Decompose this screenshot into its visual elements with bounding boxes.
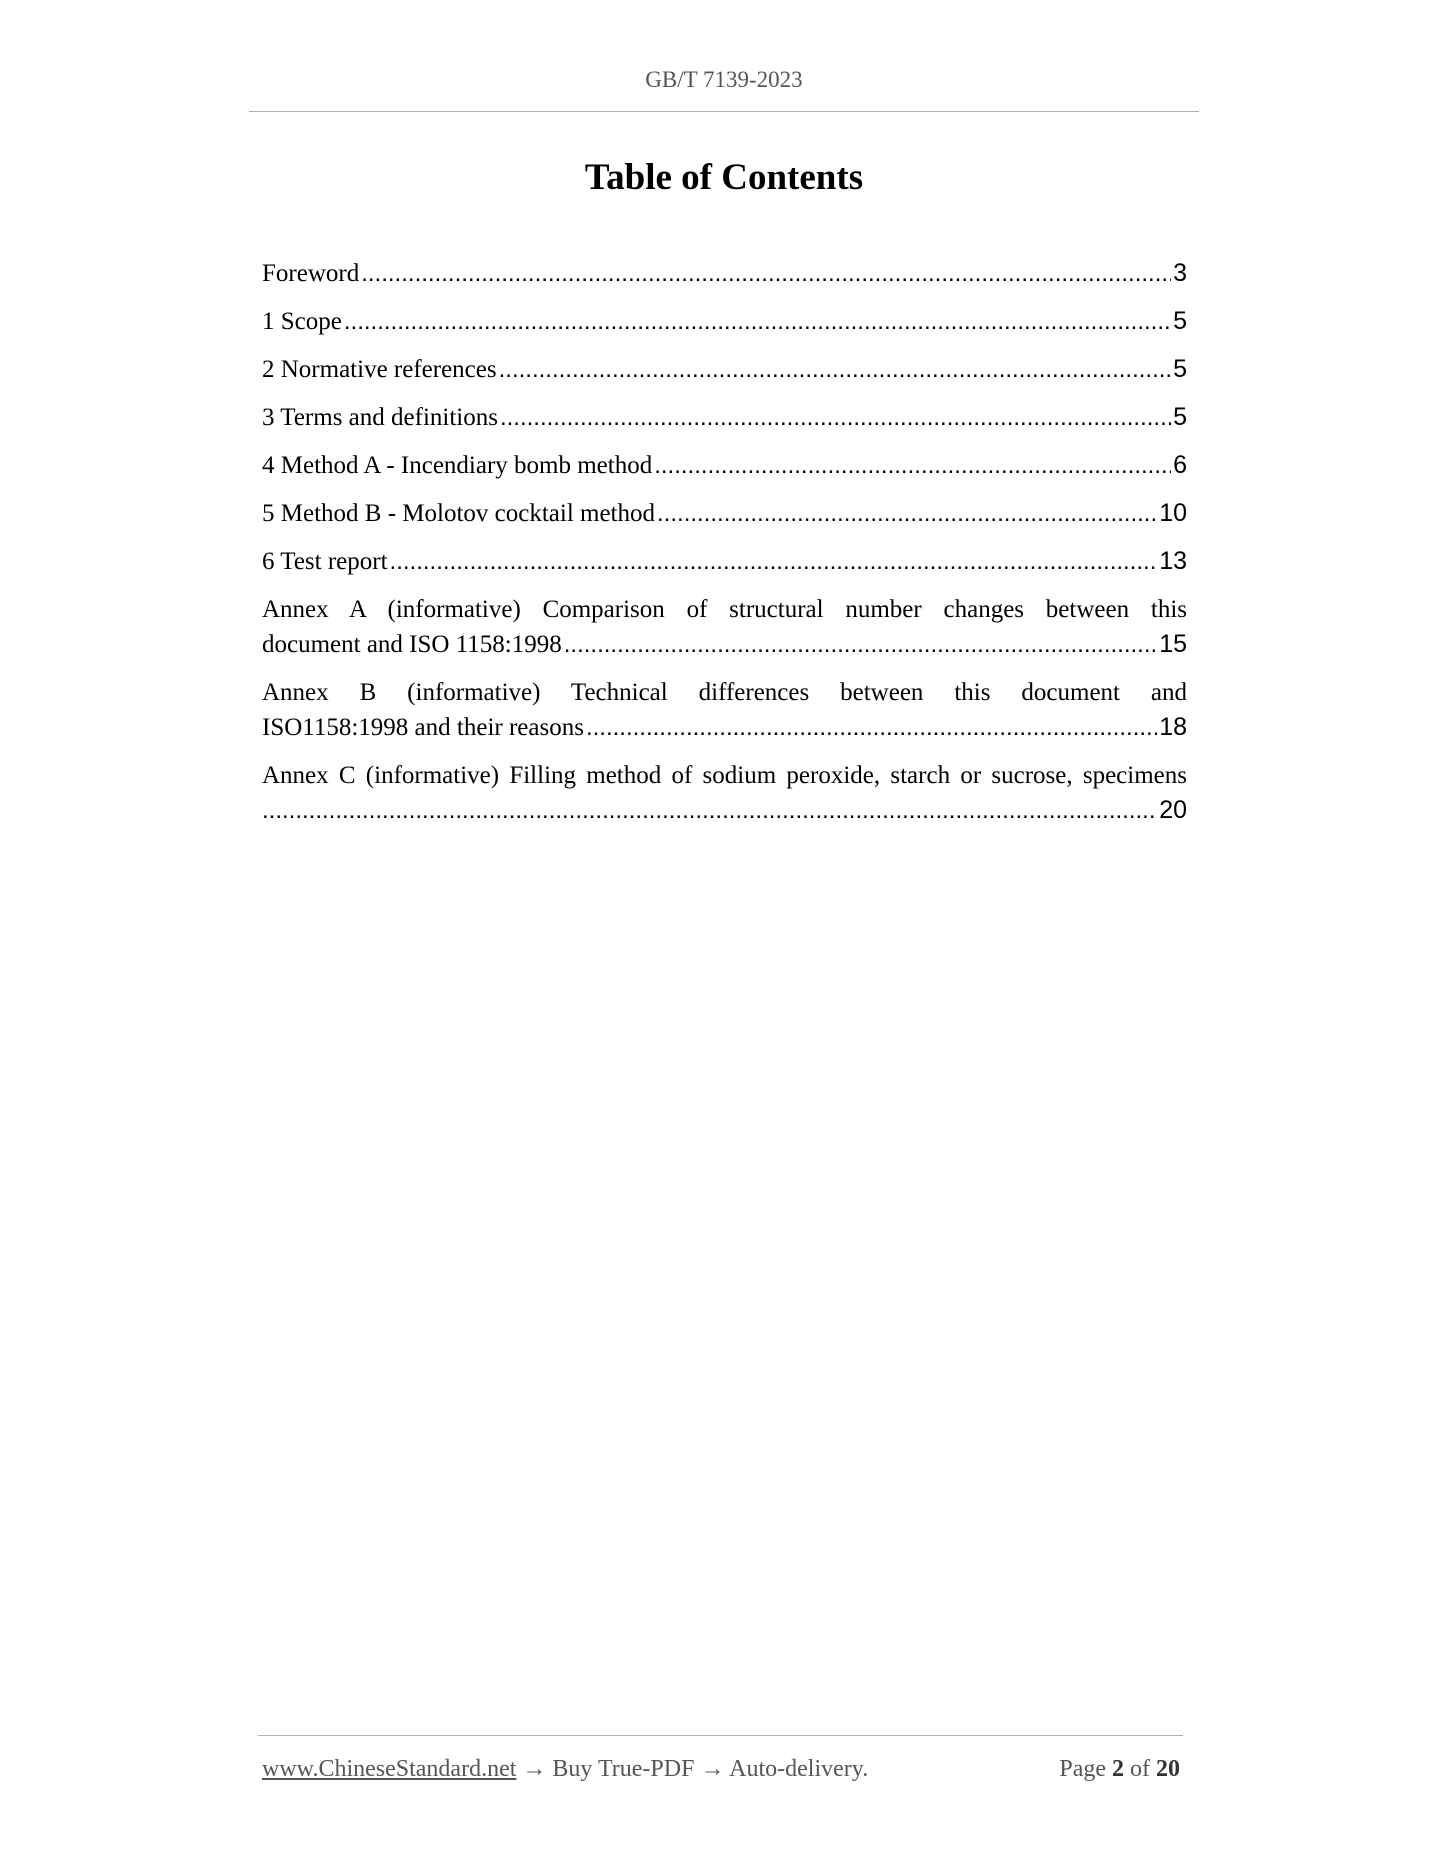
toc-page-number: 13 xyxy=(1159,547,1187,575)
footer-divider xyxy=(258,1735,1183,1736)
toc-entry-label: 4 Method A - Incendiary bomb method xyxy=(262,452,653,479)
toc-page-number: 20 xyxy=(1159,796,1187,824)
toc-page-number: 15 xyxy=(1159,630,1187,658)
toc-entry-foreword[interactable] xyxy=(262,256,1187,291)
buy-true-pdf-text: Buy True-PDF xyxy=(552,1756,695,1782)
total-pages-number: 20 xyxy=(1156,1756,1180,1782)
toc-page-number: 5 xyxy=(1173,355,1187,383)
toc-entry-annex-a[interactable] xyxy=(262,592,1187,662)
document-id: GB/T 7139-2023 xyxy=(645,67,803,92)
toc-entry-method-a[interactable] xyxy=(262,448,1187,483)
toc-entry-label-line1: Annex C (informative) Filling method of sodium peroxide, starch or sucrose, specimens xyxy=(262,762,1187,789)
toc-entry-annex-b[interactable] xyxy=(262,675,1187,745)
toc-entry-scope[interactable] xyxy=(262,304,1187,339)
toc-dot-leader xyxy=(564,627,1157,662)
toc-entry-normative-references[interactable] xyxy=(262,352,1187,387)
toc-entry-label-line1: Annex A (informative) Comparison of structural number changes between this xyxy=(262,596,1187,623)
toc-page-number: 5 xyxy=(1173,307,1187,335)
toc-dot-leader xyxy=(654,448,1171,483)
footer-promo xyxy=(262,1752,868,1786)
toc-dot-leader xyxy=(586,710,1157,745)
toc-entry-label-line2: ISO1158:1998 and their reasons xyxy=(262,714,584,741)
toc-entry-test-report[interactable] xyxy=(262,544,1187,579)
current-page-number: 2 xyxy=(1112,1756,1124,1782)
auto-delivery-text: Auto-delivery. xyxy=(729,1756,869,1782)
toc-dot-leader xyxy=(499,352,1171,387)
toc-dot-leader xyxy=(657,496,1157,531)
toc-entry-terms-and-definitions[interactable] xyxy=(262,400,1187,435)
toc-dot-leader xyxy=(361,256,1171,291)
toc-entry-label-line1: Annex B (informative) Technical differences between this document and xyxy=(262,679,1187,706)
toc-entry-label: 1 Scope xyxy=(262,308,342,335)
toc-page-number: 3 xyxy=(1173,259,1187,287)
page-footer xyxy=(262,1752,1180,1786)
toc-entry-label: 3 Terms and definitions xyxy=(262,404,498,431)
toc-page-number: 6 xyxy=(1173,451,1187,479)
toc-entry-label: Foreword xyxy=(262,260,360,287)
page-word: Page xyxy=(1059,1756,1106,1782)
header-divider xyxy=(249,111,1199,112)
toc-entry-label: 6 Test report xyxy=(262,548,388,575)
toc-dot-leader xyxy=(390,544,1158,579)
toc-entry-label: 5 Method B - Molotov cocktail method xyxy=(262,500,656,527)
toc-dot-leader xyxy=(500,400,1171,435)
page-title: Table of Contents xyxy=(584,157,864,198)
toc-entry-annex-c[interactable] xyxy=(262,758,1187,828)
toc-dot-leader xyxy=(344,304,1171,339)
page-indicator xyxy=(1059,1752,1180,1786)
arrow-right-icon: → xyxy=(522,1756,547,1782)
table-of-contents xyxy=(262,256,1187,841)
of-word: of xyxy=(1130,1756,1150,1782)
toc-page-number: 5 xyxy=(1173,403,1187,431)
toc-entry-label: 2 Normative references xyxy=(262,356,497,383)
toc-entry-label-line2: document and ISO 1158:1998 xyxy=(262,631,562,658)
document-header xyxy=(249,62,1199,98)
toc-entry-method-b[interactable] xyxy=(262,496,1187,531)
toc-page-number: 10 xyxy=(1159,499,1187,527)
toc-page-number: 18 xyxy=(1159,713,1187,741)
site-link[interactable]: www.ChineseStandard.net xyxy=(262,1756,517,1782)
arrow-right-icon: → xyxy=(700,1756,725,1782)
toc-dot-leader xyxy=(262,793,1157,828)
